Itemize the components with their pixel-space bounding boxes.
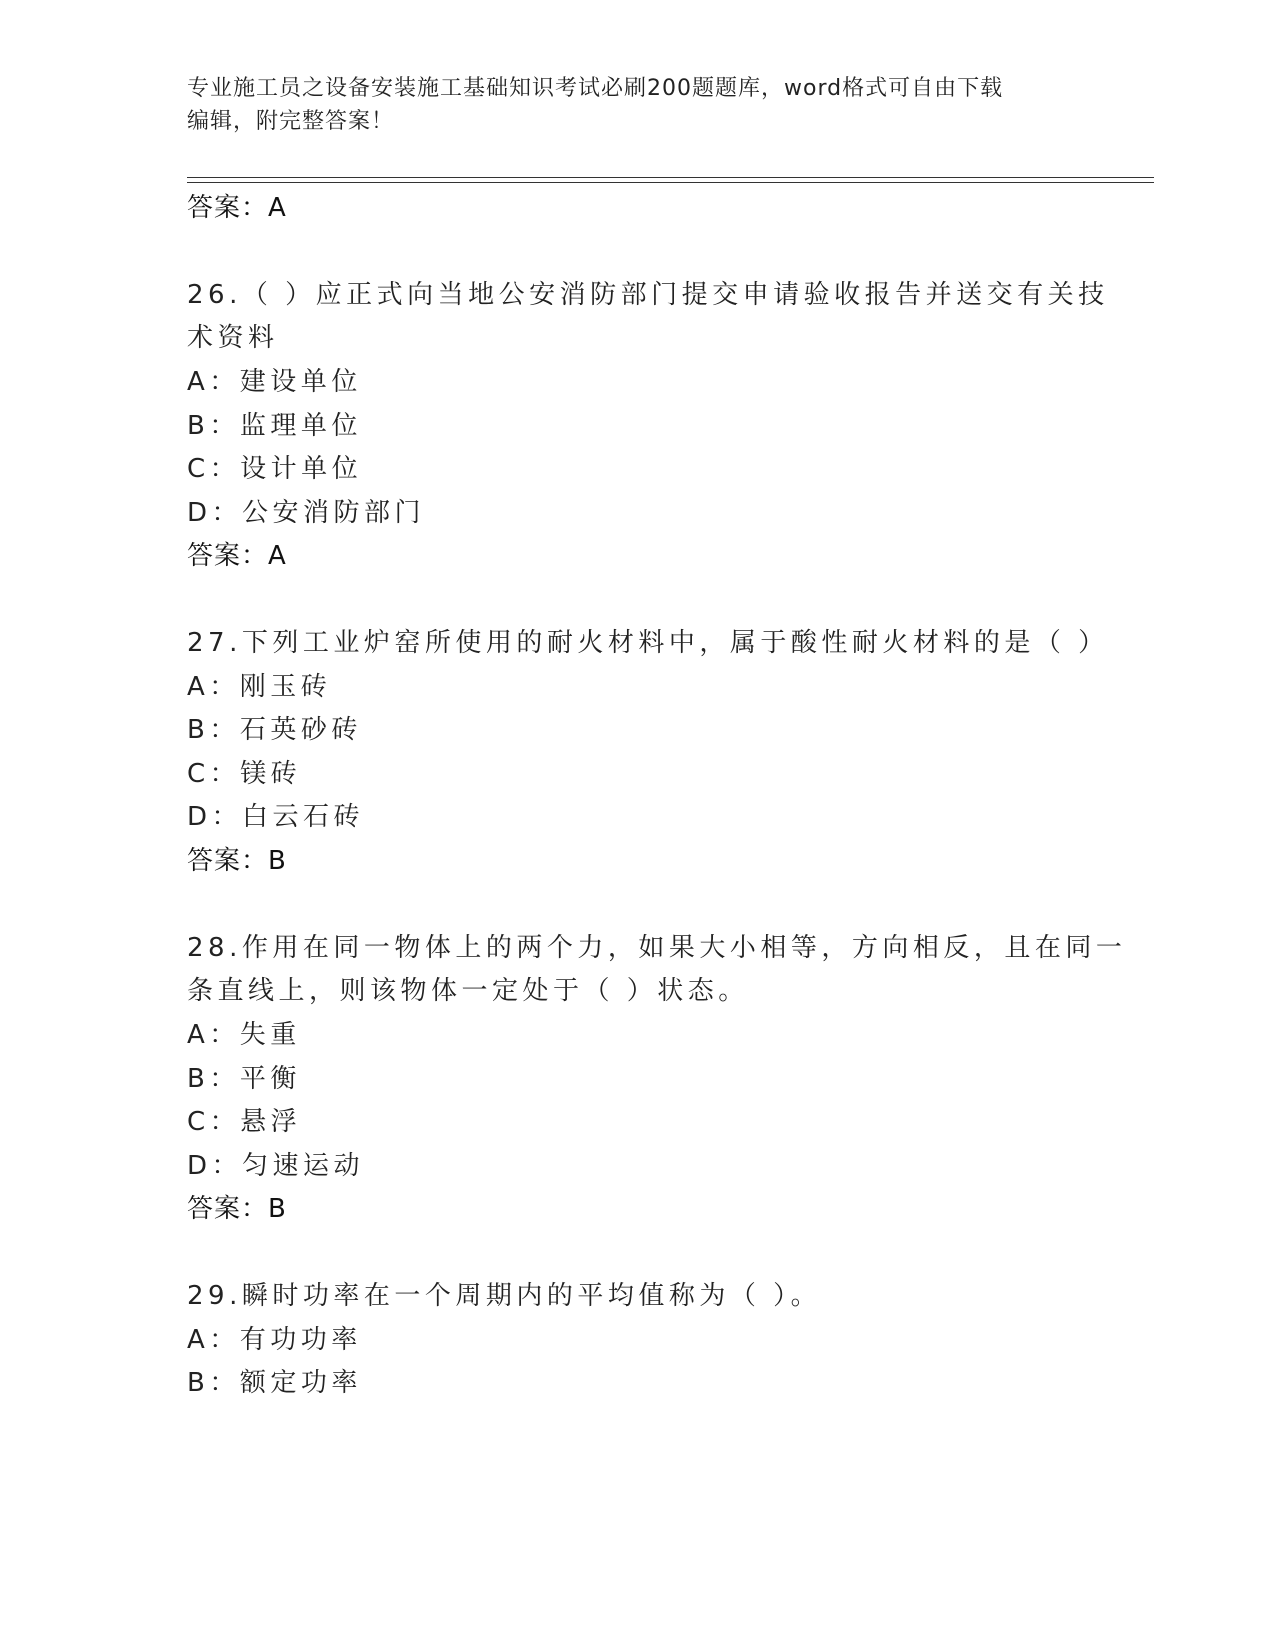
option-c: C：悬浮 [187,1107,302,1137]
option-a: A：有功功率 [187,1325,362,1355]
option-c: C：设计单位 [187,454,363,484]
option-a: A：刚玉砖 [187,672,332,702]
question-stem: 29.瞬时功率在一个周期内的平均值称为（ ）。 [187,1281,822,1311]
header-title-line-1: 专业施工员之设备安装施工基础知识考试必刷200题题库，word格式可自由下载 [187,76,1004,101]
option-a: A：建设单位 [187,367,362,397]
option-b: B：平衡 [187,1064,301,1094]
answer: 答案：B [187,846,287,876]
header-divider-top [187,177,1154,178]
option-d: D：匀速运动 [187,1151,365,1181]
question-stem: 28.作用在同一物体上的两个力，如果大小相等，方向相反，且在同一 [187,933,1127,963]
option-d: D：白云石砖 [187,802,365,832]
header-title-line-2: 编辑，附完整答案！ [187,109,395,134]
answer: 答案：A [187,541,287,571]
option-b: B：监理单位 [187,411,362,441]
question-stem-cont: 条直线上，则该物体一定处于（ ）状态。 [187,976,749,1006]
question-stem: 27.下列工业炉窑所使用的耐火材料中，属于酸性耐火材料的是（ ） [187,628,1109,658]
option-c: C：镁砖 [187,759,302,789]
header-divider-bottom [187,182,1154,183]
option-b: B：额定功率 [187,1368,362,1398]
option-a: A：失重 [187,1020,301,1050]
answer-prev: 答案：A [187,193,287,223]
question-stem-cont: 术资料 [187,323,279,353]
option-d: D：公安消防部门 [187,498,426,528]
question-stem: 26.（ ）应正式向当地公安消防部门提交申请验收报告并送交有关技 [187,280,1109,310]
option-b: B：石英砂砖 [187,715,362,745]
document-header [187,72,1067,138]
answer: 答案：B [187,1194,287,1224]
